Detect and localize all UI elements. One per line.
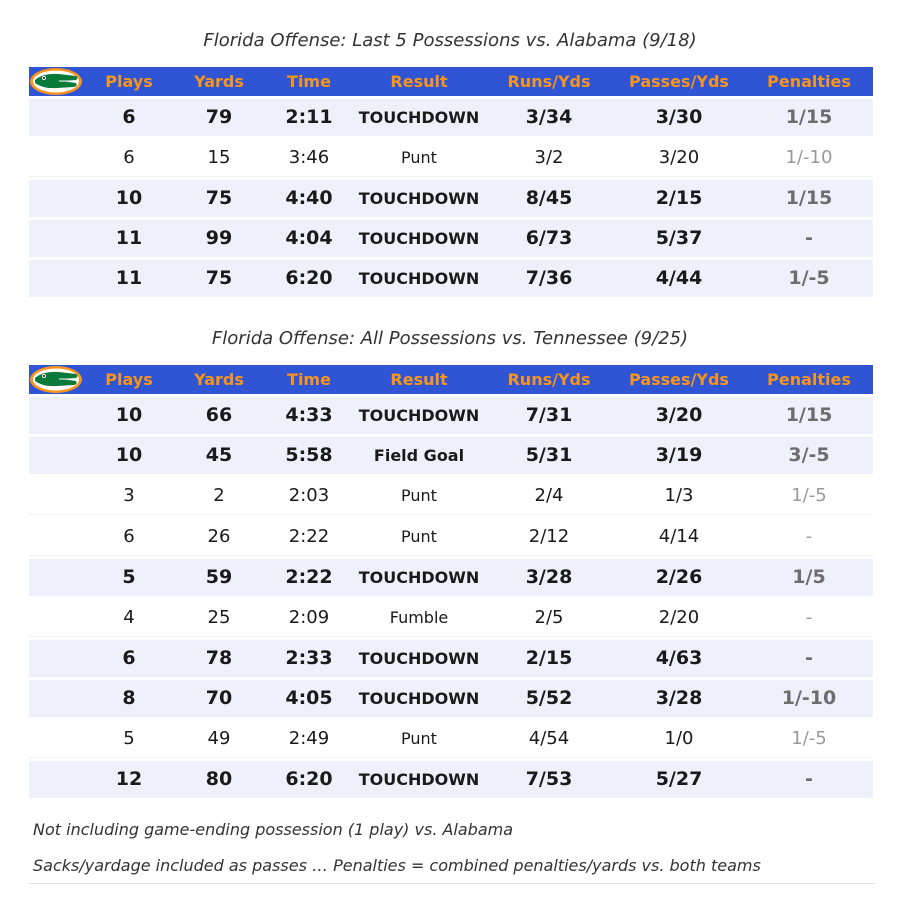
header-runs-yds: Runs/Yds (507, 72, 591, 91)
table2 (29, 365, 873, 798)
table-row (29, 559, 873, 596)
table-header (29, 365, 873, 394)
header-penalties: Penalties (767, 72, 851, 91)
header-passes-yds: Passes/Yds (629, 370, 729, 389)
cell-result: Punt (401, 486, 437, 505)
cell-plays: 6 (122, 106, 136, 128)
header-passes-yds: Passes/Yds (629, 72, 729, 91)
cell-yards: 70 (205, 687, 233, 709)
cell-passes-yds: 3/19 (655, 444, 703, 466)
cell-result: TOUCHDOWN (358, 269, 480, 288)
cell-yards: 26 (207, 526, 231, 547)
cell-passes-yds: 3/28 (655, 687, 703, 709)
table-row (29, 99, 873, 136)
cell-result: TOUCHDOWN (358, 568, 480, 587)
table1-title: Florida Offense: Last 5 Possessions vs. Alabama (9/18) (203, 30, 697, 51)
cell-runs-yds: 2/4 (534, 485, 564, 506)
cell-runs-yds: 3/2 (534, 147, 564, 168)
cell-passes-yds: 2/20 (658, 607, 700, 628)
cell-result: Fumble (389, 608, 449, 627)
cell-time: 2:49 (288, 728, 330, 749)
header-time: Time (287, 72, 331, 91)
cell-passes-yds: 4/44 (655, 267, 703, 289)
cell-plays: 5 (122, 566, 136, 588)
cell-runs-yds: 4/54 (528, 728, 570, 749)
cell-time: 2:33 (285, 647, 333, 669)
table-row (29, 518, 873, 556)
cell-yards: 45 (205, 444, 233, 466)
cell-plays: 8 (122, 687, 136, 709)
header-yards: Yards (194, 72, 244, 91)
cell-passes-yds: 2/26 (655, 566, 703, 588)
cell-passes-yds: 2/15 (655, 187, 703, 209)
cell-plays: 10 (115, 444, 143, 466)
cell-runs-yds: 2/5 (534, 607, 564, 628)
cell-yards: 79 (205, 106, 233, 128)
cell-time: 4:05 (285, 687, 333, 709)
cell-runs-yds: 7/31 (525, 404, 573, 426)
cell-passes-yds: 5/27 (655, 768, 703, 790)
cell-time: 2:22 (288, 526, 330, 547)
cell-penalties: 3/-5 (788, 444, 830, 466)
cell-yards: 78 (205, 647, 233, 669)
cell-penalties: 1/5 (792, 566, 826, 588)
table-row (29, 640, 873, 677)
cell-runs-yds: 3/28 (525, 566, 573, 588)
cell-runs-yds: 2/15 (525, 647, 573, 669)
cell-time: 2:09 (288, 607, 330, 628)
cell-result: Punt (401, 527, 437, 546)
cell-penalties: 1/-5 (791, 485, 827, 506)
cell-penalties: 1/15 (785, 187, 833, 209)
cell-time: 6:20 (285, 768, 333, 790)
cell-yards: 75 (205, 267, 233, 289)
cell-time: 3:46 (288, 147, 330, 168)
cell-time: 4:40 (285, 187, 333, 209)
cell-time: 2:22 (285, 566, 333, 588)
header-plays: Plays (105, 370, 153, 389)
cell-result: TOUCHDOWN (358, 229, 480, 248)
cell-penalties: 1/15 (785, 106, 833, 128)
cell-passes-yds: 4/63 (655, 647, 703, 669)
cell-plays: 12 (115, 768, 143, 790)
header-yards: Yards (194, 370, 244, 389)
table-row (29, 477, 873, 515)
cell-passes-yds: 1/0 (664, 728, 694, 749)
cell-penalties: - (805, 768, 813, 790)
cell-runs-yds: 2/12 (528, 526, 570, 547)
cell-result: Field Goal (373, 446, 465, 465)
cell-plays: 6 (122, 647, 136, 669)
table-row (29, 139, 873, 177)
cell-runs-yds: 7/36 (525, 267, 573, 289)
cell-result: Punt (401, 148, 437, 167)
cell-result: TOUCHDOWN (358, 770, 480, 789)
florida-gator-logo-icon (29, 67, 83, 96)
table1 (29, 67, 873, 297)
cell-penalties: 1/-5 (791, 728, 827, 749)
cell-yards: 49 (207, 728, 231, 749)
cell-penalties: - (805, 647, 813, 669)
table-row (29, 220, 873, 257)
header-time: Time (287, 370, 331, 389)
table-row (29, 397, 873, 434)
cell-yards: 2 (213, 485, 225, 506)
cell-penalties: - (805, 526, 813, 547)
table-row (29, 680, 873, 717)
cell-runs-yds: 3/34 (525, 106, 573, 128)
cell-passes-yds: 3/30 (655, 106, 703, 128)
cell-yards: 59 (205, 566, 233, 588)
table-row (29, 260, 873, 297)
cell-plays: 4 (123, 607, 135, 628)
cell-time: 4:33 (285, 404, 333, 426)
footer-divider (29, 883, 875, 884)
cell-time: 2:03 (288, 485, 330, 506)
header-plays: Plays (105, 72, 153, 91)
cell-runs-yds: 8/45 (525, 187, 573, 209)
cell-runs-yds: 6/73 (525, 227, 573, 249)
cell-passes-yds: 5/37 (655, 227, 703, 249)
header-result: Result (390, 370, 448, 389)
cell-result: TOUCHDOWN (358, 108, 480, 127)
cell-yards: 75 (205, 187, 233, 209)
cell-time: 4:04 (285, 227, 333, 249)
cell-result: Punt (401, 729, 437, 748)
cell-time: 2:11 (285, 106, 333, 128)
cell-penalties: 1/-10 (781, 687, 837, 709)
cell-result: TOUCHDOWN (358, 689, 480, 708)
cell-plays: 11 (115, 267, 143, 289)
cell-plays: 10 (115, 404, 143, 426)
cell-runs-yds: 5/31 (525, 444, 573, 466)
cell-penalties: 1/-5 (788, 267, 830, 289)
cell-result: TOUCHDOWN (358, 189, 480, 208)
table2-title: Florida Offense: All Possessions vs. Tennessee (9/25) (211, 328, 689, 349)
cell-yards: 99 (205, 227, 233, 249)
header-runs-yds: Runs/Yds (507, 370, 591, 389)
cell-yards: 25 (207, 607, 231, 628)
cell-result: TOUCHDOWN (358, 649, 480, 668)
cell-penalties: 1/15 (785, 404, 833, 426)
cell-penalties: - (805, 607, 813, 628)
cell-result: TOUCHDOWN (358, 406, 480, 425)
header-result: Result (390, 72, 448, 91)
table-row (29, 180, 873, 217)
cell-passes-yds: 3/20 (655, 404, 703, 426)
table-row (29, 761, 873, 798)
cell-yards: 15 (207, 147, 231, 168)
cell-plays: 3 (123, 485, 135, 506)
cell-passes-yds: 4/14 (658, 526, 700, 547)
cell-passes-yds: 3/20 (658, 147, 700, 168)
cell-time: 5:58 (285, 444, 333, 466)
cell-plays: 10 (115, 187, 143, 209)
cell-yards: 66 (205, 404, 233, 426)
table-row (29, 437, 873, 474)
footnote-1: Not including game-ending possession (1 play) vs. Alabama (33, 820, 514, 839)
footnote-2: Sacks/yardage included as passes … Penalties = combined penalties/yards vs. both teams (33, 856, 761, 875)
table-header (29, 67, 873, 96)
cell-plays: 6 (123, 526, 135, 547)
header-penalties: Penalties (767, 370, 851, 389)
cell-penalties: - (805, 227, 813, 249)
cell-passes-yds: 1/3 (664, 485, 694, 506)
table-row (29, 599, 873, 637)
cell-plays: 5 (123, 728, 135, 749)
table-row (29, 720, 873, 758)
cell-penalties: 1/-10 (785, 147, 833, 168)
cell-runs-yds: 5/52 (525, 687, 573, 709)
cell-plays: 6 (123, 147, 135, 168)
florida-gator-logo-icon (29, 365, 83, 394)
cell-time: 6:20 (285, 267, 333, 289)
cell-plays: 11 (115, 227, 143, 249)
cell-runs-yds: 7/53 (525, 768, 573, 790)
cell-yards: 80 (205, 768, 233, 790)
